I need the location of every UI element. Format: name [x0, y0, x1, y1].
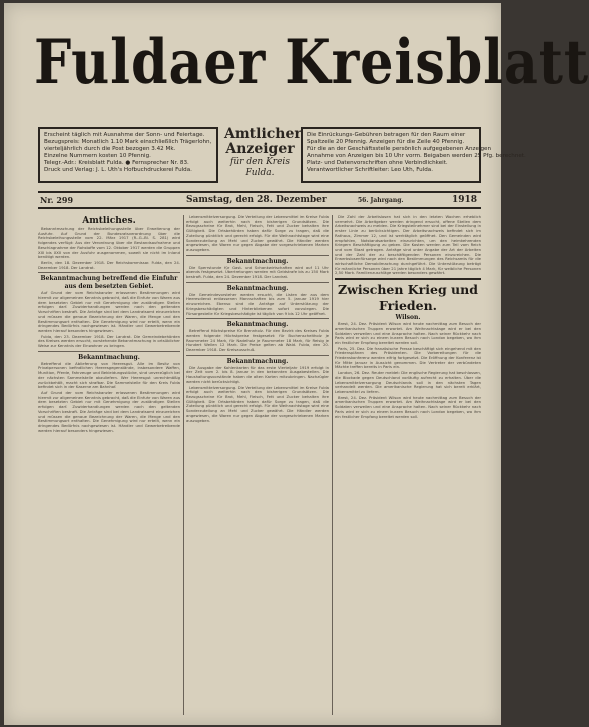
info-line: Druck und Verlag: J. L. Uth's Hofbuchdruckerei Fulda. — [44, 167, 192, 173]
info-line: Telegr.-Adr.: Kreisblatt Fulda. ● Fernsprecher Nr. 83. — [44, 160, 189, 166]
article-paragraph: Berlin, den 18. Dezember 1918. Der Reichskommissar. Fulda, den 24. Dezember 1918. Der Landrat. — [38, 259, 180, 270]
divider — [186, 282, 329, 283]
divider — [335, 278, 481, 280]
volume-number: 56. Jahrgang. — [358, 197, 404, 204]
masthead-title: Fuldaer Kreisblatt — [34, 27, 589, 98]
article-heading: Bekanntmachung betreffend die Einfuhr aus dem besetzten Gebiet. — [40, 275, 178, 291]
gazette-title-line2: Anzeiger — [225, 141, 295, 157]
divider — [186, 318, 329, 319]
news-subheading: Wilson. — [395, 314, 421, 322]
article-paragraph: Die Ausgabe der Kohlenkarten für das erste Vierteljahr 1919 erfolgt in der Zeit vom 2. bis 8. Januar in den bekannten Ausgabestellen. Die Haushaltungsvorstände haben die alten Karten mitzubringen. Nachzügler werden nicht berücksichtigt. — [186, 364, 329, 384]
info-line: Spaltzeile 20 Pfennig. Anzeigen für die Zeile 40 Pfennig. — [307, 139, 465, 145]
article-paragraph: Auf Grund der vom Reichskanzler erlassenen Bestimmungen wird hiermit zur allgemeinen Kenntnis gebracht, daß die Einfuhr von Waren aus dem besetzten Gebiet nur mit Genehmigung der zuständigen Stellen erfolgen darf. Zuwiderhandlungen werden nach den geltenden Vorschriften bestraft. Die Anträge sind bei dem Landratsamt einzureichen und müssen die genaue Bezeichnung der Waren, die Menge und den Bestimmungsort enthalten. Die Genehmigung wird nur erteilt, wenn ein dringendes Bedürfnis nachgewiesen ist. Händler und Gewerbetreibende werden hierauf besonders hingewiesen. — [38, 290, 180, 333]
issue-year: 1918 — [452, 195, 478, 205]
advertising-info-box — [301, 127, 526, 183]
article-paragraph: Lebensmittelversorgung. Die Verteilung der Lebensmittel im Kreise Fulda erfolgt auch weiterhin nach den bisherigen Grundsätzen. Die Bezugsscheine für Brot, Mehl, Fleisch, Fett und Zucker behalten ihre Gültigkeit. Die Ortsbehörden haben dafür Sorge zu tragen, daß die Zuteilung pünktlich und gerecht erfolgt. Für die Weihnachtstage wird eine Sonderzuteilung an Mehl und Zucker gewährt. Die Händler werden angewiesen, die Waren nur gegen Abgabe der vorgeschriebenen Marken auszugeben. — [186, 384, 329, 423]
info-line: Die Einrückungs-Gebühren betragen für den Raum einer — [307, 132, 466, 138]
issue-date: Samstag, den 28. Dezember — [186, 195, 327, 205]
article-paragraph: Paris, 25. Dez. Die französische Presse beschäftigt sich eingehend mit den Friedensplänen des Präsidenten. Die Vorbereitungen für die Friedenskonferenz werden eifrig fortgesetzt. Die Eröffnung der Konferenz ist für Mitte Januar in Aussicht genommen. Die Vertreter der verbündeten Mächte treffen bereits in Paris ein. — [335, 345, 481, 370]
info-line: Platz- und Datenvorschriften ohne Verbindlichkeit. — [307, 160, 448, 166]
section-heading: Amtliches. — [82, 216, 136, 226]
article-heading: Bekanntmachung. — [226, 284, 289, 292]
info-line: Annahme von Anzeigen bis 10 Uhr vorm. Beigaben werden 25 Pfg. berechnet. — [307, 153, 526, 159]
divider — [186, 355, 329, 356]
article-paragraph: Fulda, den 23. Dezember 1918. Der Landrat. Die Gemeindebehörden des Kreises werden ersucht, vorstehende Bekanntmachung in ortsüblicher Weise zur Kenntnis der Einwohner zu bringen. — [38, 333, 180, 349]
column-news — [335, 215, 481, 715]
article-heading: Bekanntmachung. — [226, 357, 289, 365]
dateline-bar — [38, 191, 481, 209]
article-heading: Bekanntmachung. — [226, 321, 289, 329]
news-section-heading: Zwischen Krieg und Frieden. — [338, 282, 478, 314]
info-line: Bezugspreis: Monatlich 1.10 Mark einschließlich Trägerlohn, — [44, 139, 212, 145]
gazette-title-line1: Amtlicher — [224, 126, 302, 142]
article-heading: Bekanntmachung. — [78, 353, 140, 361]
article-paragraph: London, 26. Dez. Reuter meldet: Die englische Regierung hat beschlossen, die Blockade gegen Deutschland vorläufig aufrecht zu erhalten. Über die Lebensmittelversorgung Deutschlands soll in den nächsten Tagen verhandelt werden. Die amerikanische Regierung hat sich bereit erklärt, Lebensmittel zu liefern. — [335, 370, 481, 394]
gazette-title-line3: für den Kreis — [230, 157, 290, 167]
subscription-info-box — [38, 127, 218, 183]
divider — [38, 272, 180, 273]
article-heading: Bekanntmachung. — [226, 257, 289, 265]
info-line: Verantwortlicher Schriftleiter: Leo Uth, Fulda. — [307, 167, 433, 173]
article-paragraph: Betreffend die Ablieferung von Heeresgut. Alle im Besitz von Privatpersonen befindlichen Heeresgegenstände, insbesondere Waffen, Munition, Pferde, Fahrzeuge und Bekleidungsstücke, sind unverzüglich bei der nächsten Sammelstelle abzuliefern. Wer Heeresgut unrechtmäßig zurückbehält, macht sich strafbar. Die Sammelstelle für den Kreis Fulda befindet sich in der Kaserne am Bahnhof. — [38, 360, 180, 390]
newspaper-page — [4, 3, 589, 725]
article-paragraph: Die Zahl der Arbeitslosen hat sich in den letzten Wochen erheblich vermehrt. Die Arbeitgeber werden dringend ersucht, offene Stellen dem Arbeitsnachweis zu melden. Die Kriegsteilnehmer sind bei der Einstellung in erster Linie zu berücksichtigen. Der Arbeitsnachweis befindet sich im Rathaus, Zimmer 12, und ist werktäglich geöffnet. Den Gemeinden wird empfohlen, Notstandsarbeiten einzurichten, um den heimkehrenden Kriegern Beschäftigung zu geben. Die Kosten werden zum Teil vom Reich und vom Staat getragen. Anträge sind unter Angabe der Art der Arbeiten und der Zahl der zu beschäftigenden Personen einzureichen. Die Erwerbslosenfürsorge wird nach den Bestimmungen des Reichsamts für die wirtschaftliche Demobilmachung durchgeführt. Die Unterstützung beträgt für männliche Personen über 21 Jahre täglich 4 Mark, für weibliche Personen 2,50 Mark. Familienzuschläge werden besonders gewährt. — [335, 214, 481, 276]
article-paragraph: Brest, 24. Dez. Präsident Wilson wird heute nachmittag zum Besuch der amerikanischen Truppen erwartet. Am Weihnachtstage wird er bei den Soldaten verweilen und eine Ansprache halten. Nach seiner Rückkehr nach Paris wird er sich zu einem kurzen Besuch nach London begeben, wo ihm ein festlicher Empfang bereitet werden soll. — [335, 321, 481, 345]
info-line: Erscheint täglich mit Ausnahme der Sonn- und Feiertage. — [44, 132, 205, 138]
info-line: Einzelne Nummern kosten 10 Pfennig. — [44, 153, 151, 159]
issue-number: Nr. 299 — [40, 195, 74, 205]
column-official-notices — [38, 215, 180, 715]
article-paragraph: Lebensmittelversorgung. Die Verteilung der Lebensmittel im Kreise Fulda erfolgt auch weiterhin nach den bisherigen Grundsätzen. Die Bezugsscheine für Brot, Mehl, Fleisch, Fett und Zucker behalten ihre Gültigkeit. Die Ortsbehörden haben dafür Sorge zu tragen, daß die Zuteilung pünktlich und gerecht erfolgt. Für die Weihnachtstage wird eine Sonderzuteilung an Mehl und Zucker gewährt. Die Händler werden angewiesen, die Waren nur gegen Abgabe der vorgeschriebenen Marken auszugeben. — [186, 214, 329, 252]
article-paragraph: Die Gemeindevorsteher werden ersucht, die Listen der aus dem Heeresdienst entlassenen Mannschaften bis zum 5. Januar 1919 hier einzureichen. Ebenso sind die Anträge auf Unterstützung der Kriegsbeschädigten und Hinterbliebenen sofort vorzulegen. Die Fürsorgestelle für Kriegsbeschädigte ist täglich von 9 bis 12 Uhr geöffnet. — [186, 291, 329, 316]
article-paragraph: Betreffend Höchstpreise für Brennholz. Für den Bezirk des Kreises Fulda werden folgende Höchstpreise festgesetzt: für Buchenscheitholz je Raummeter 24 Mark, für Nadelholz je Raummeter 18 Mark, für Reisig je Hundert Wellen 12 Mark. Die Preise gelten ab Wald. Fulda, den 20. Dezember 1918. Der Kreisausschuß. — [186, 328, 329, 353]
article-paragraph: Auf Grund der vom Reichskanzler erlassenen Bestimmungen wird hiermit zur allgemeinen Kenntnis gebracht, daß die Einfuhr von Waren aus dem besetzten Gebiet nur mit Genehmigung der zuständigen Stellen erfolgen darf. Zuwiderhandlungen werden nach den geltenden Vorschriften bestraft. Die Anträge sind bei dem Landratsamt einzureichen und müssen die genaue Bezeichnung der Waren, die Menge und den Bestimmungsort enthalten. Die Genehmigung wird nur erteilt, wenn ein dringendes Bedürfnis nachgewiesen ist. Händler und Gewerbetreibende werden hierauf besonders hingewiesen. — [38, 389, 180, 433]
article-paragraph: Die Sperrstunde für Gast- und Schankwirtschaften wird auf 11 Uhr abends festgesetzt. Übertretungen werden mit Geldstrafe bis zu 150 Mark bestraft. Fulda, den 24. Dezember 1918. Der Landrat. — [186, 264, 329, 280]
gazette-title-line4: Fulda. — [245, 168, 275, 178]
article-paragraph: Brest, 24. Dez. Präsident Wilson wird heute nachmittag zum Besuch der amerikanischen Truppen erwartet. Am Weihnachtstage wird er bei den Soldaten verweilen und eine Ansprache halten. Nach seiner Rückkehr nach Paris wird er sich zu einem kurzen Besuch nach London begeben, wo ihm ein festlicher Empfang bereitet werden soll. — [335, 394, 481, 419]
column-divider — [183, 215, 184, 715]
article-paragraph: Bekanntmachung der Reichsbeleihungsstelle über Erweiterung der Ausfuhr. Auf Grund der Bundesratsverordnung über die Reichsbeleihungsstelle vom 22. März 1917 (R.-G.-Bl. S. 281) wird folgendes verfügt: Aus der Verordnung über die Bestandsaufnahme und Beschlagnahme der Rohstoffe vom 12. Oktober 1917 werden die Gruppen XXI bis XXII von der Ausfuhr ausgenommen, soweit sie nicht im Inland benötigt werden. — [38, 226, 180, 260]
info-line: vierteljährlich durch die Post bezogen 3.42 Mk. — [44, 146, 176, 152]
divider — [38, 351, 180, 352]
column-notices-continued — [186, 215, 329, 715]
official-gazette-title — [224, 126, 302, 179]
column-divider — [332, 215, 333, 715]
info-line: Für die an der Geschäftsstelle persönlich aufgegebenen Anzeigen — [307, 146, 492, 152]
divider — [186, 255, 329, 256]
